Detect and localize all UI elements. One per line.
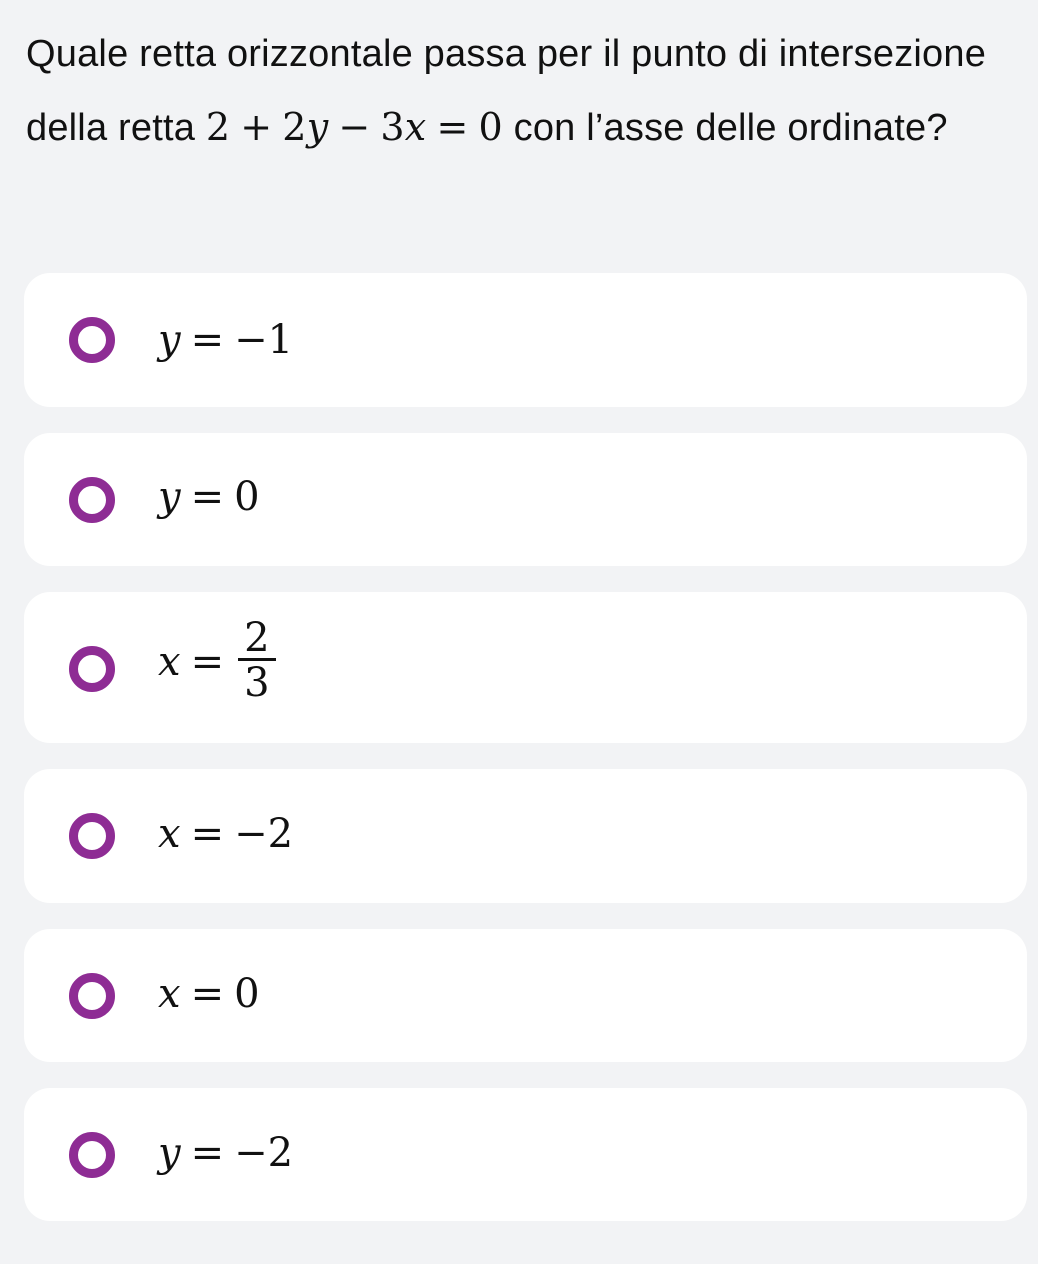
option-expression [158,473,260,521]
option-expression [158,316,293,364]
option-variable: y [158,474,181,520]
answer-option-4[interactable] [24,769,1027,903]
option-equals: = [190,638,225,685]
eq-op-equals: = [436,105,469,149]
option-expression [158,970,260,1018]
option-equals: = [190,971,225,1017]
fraction-numerator: 2 [238,618,275,661]
answer-option-2[interactable] [24,433,1027,566]
radio-unchecked-icon[interactable] [69,813,115,859]
option-fraction [238,615,275,706]
answer-option-1[interactable] [24,273,1027,407]
option-equals: = [190,317,225,363]
eq-rhs: 0 [478,105,503,149]
eq-var-x: x [404,105,427,149]
question-text-after: con l’asse delle ordinate? [513,107,948,149]
answer-option-3[interactable] [24,592,1027,743]
eq-op-plus: + [240,105,273,149]
radio-unchecked-icon[interactable] [69,973,115,1019]
option-equals: = [190,811,225,857]
option-value: 0 [234,971,260,1017]
eq-var-y: y [306,105,329,149]
question-text [26,18,1016,165]
radio-unchecked-icon[interactable] [69,477,115,523]
question-text-before: Quale retta orizzontale passa per il punto di intersezione della retta [26,33,987,149]
option-variable: y [158,1130,181,1176]
option-equals: = [190,474,225,520]
eq-op-minus: − [338,105,371,149]
option-variable: x [158,638,181,685]
question-equation [206,105,503,149]
eq-coef-x: 3 [380,105,405,149]
option-value: −1 [234,317,294,363]
option-variable: y [158,317,181,363]
option-value: 0 [234,474,260,520]
option-expression [158,810,293,858]
fraction-denominator: 3 [244,660,270,706]
radio-unchecked-icon[interactable] [69,1132,115,1178]
radio-unchecked-icon[interactable] [69,317,115,363]
eq-coef-y: 2 [282,105,307,149]
option-value: −2 [234,811,294,857]
radio-unchecked-icon[interactable] [69,646,115,692]
eq-const-1: 2 [205,105,231,149]
answer-option-6[interactable] [24,1088,1027,1221]
option-value: −2 [234,1130,294,1176]
option-expression [158,1129,293,1177]
option-expression [158,615,276,706]
answer-option-5[interactable] [24,929,1027,1062]
option-variable: x [158,971,181,1017]
option-variable: x [158,811,181,857]
option-equals: = [190,1130,225,1176]
